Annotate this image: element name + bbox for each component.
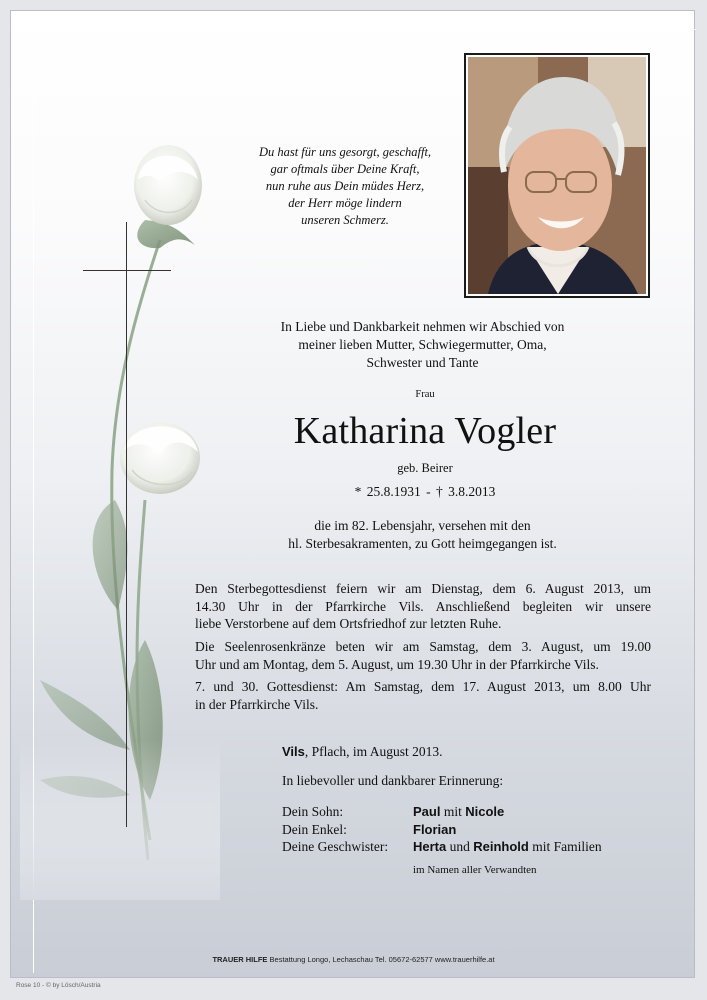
on-behalf-of-relatives: im Namen aller Verwandten [413, 864, 537, 876]
relative-name: Reinhold [473, 839, 529, 854]
life-dates: * 25.8.1931 - † 3.8.2013 [354, 484, 496, 499]
relative-name: Florian [413, 822, 457, 837]
leaf-4 [40, 680, 130, 750]
salutation: Frau [415, 389, 435, 400]
poem-line: Du hast für uns gesorgt, geschafft, [258, 145, 432, 159]
rose-top [134, 145, 202, 225]
relative-sep: und [446, 839, 474, 854]
portrait-photo [464, 53, 650, 298]
relative-names [413, 822, 456, 838]
paragraph-line: Uhr und am Montag, dem 5. August, um 19.30 Uhr in der Pfarrkirche Vils. [195, 656, 599, 672]
memorial-mass-paragraph [195, 678, 651, 713]
rose-bottom [120, 422, 200, 494]
relative-sep: mit [440, 804, 466, 819]
relative-label: Dein Sohn: [282, 804, 344, 819]
funeral-service-paragraph [195, 580, 651, 633]
passing-text [240, 517, 605, 553]
paragraph-line: Den Sterbegottesdienst feiern wir am Dienstag, dem 6. August 2013, um [195, 581, 651, 596]
birth-name: geb. Beirer [397, 461, 453, 475]
poem-line: unseren Schmerz. [301, 213, 389, 227]
place-town: Vils [282, 744, 305, 759]
portrait-image [468, 57, 646, 294]
relative-label: Dein Enkel: [282, 822, 347, 837]
place-date [282, 744, 443, 760]
rosary-paragraph [195, 638, 651, 673]
footer [0, 955, 707, 964]
poem [230, 144, 460, 229]
place-rest: , Pflach, im August 2013. [304, 744, 443, 759]
paragraph-line: in der Pfarrkirche Vils. [195, 696, 319, 712]
paragraph-line: 14.30 Uhr in der Pfarrkirche Vils. Anschließend begleiten wir unsere [195, 598, 651, 614]
relative-name: Paul [413, 804, 441, 819]
relative-tail: mit Familien [528, 839, 602, 854]
deceased-name: Katharina Vogler [293, 410, 557, 452]
poem-line: gar oftmals über Deine Kraft, [270, 162, 420, 176]
relative-label: Deine Geschwister: [282, 839, 389, 854]
relative-names [413, 839, 602, 855]
paragraph-line: 7. und 30. Gottesdienst: Am Samstag, dem 17. August 2013, um 8.00 Uhr [195, 679, 651, 694]
paragraph-line: Die Seelenrosenkränze beten wir am Samstag, dem 3. August, um 19.00 [195, 639, 651, 654]
rose-illustration [20, 140, 220, 900]
poem-line: der Herr möge lindern [288, 196, 402, 210]
poem-line: nun ruhe aus Dein müdes Herz, [265, 179, 425, 193]
remembrance-line: In liebevoller und dankbarer Erinnerung: [282, 773, 504, 788]
intro-line: meiner lieben Mutter, Schwiegermutter, Oma, [298, 337, 547, 352]
intro-line: In Liebe und Dankbarkeit nehmen wir Abschied von [280, 319, 565, 334]
relative-name: Herta [413, 839, 447, 854]
relative-names [413, 804, 504, 820]
intro-line: Schwester und Tante [366, 355, 479, 370]
leaf-2 [93, 500, 128, 610]
passing-line: die im 82. Lebensjahr, versehen mit den [314, 518, 531, 533]
paragraph-line: liebe Verstorbene auf dem Ortsfriedhof zur letzten Ruhe. [195, 616, 502, 631]
footer-text: Bestattung Longo, Lechaschau Tel. 05672-62577 www.trauerhilfe.at [267, 955, 495, 964]
cross-horizontal [83, 270, 171, 271]
intro-text [230, 318, 615, 372]
footer-brand: TRAUER HILFE [212, 955, 268, 964]
cross-vertical [126, 222, 127, 827]
passing-line: hl. Sterbesakramenten, zu Gott heimgegangen ist. [288, 536, 557, 551]
image-credit: Rose 10 - © by Lösch/Austria [16, 982, 101, 989]
relative-name: Nicole [465, 804, 505, 819]
